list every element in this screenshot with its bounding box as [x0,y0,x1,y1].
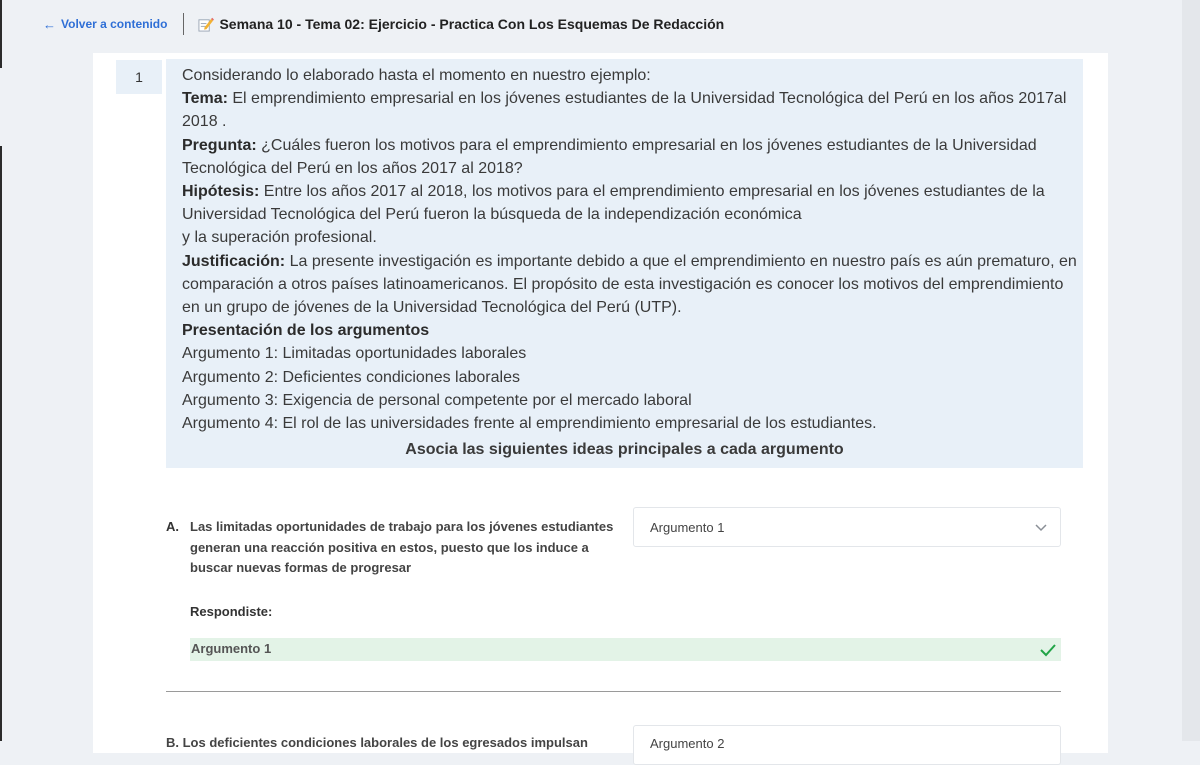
statement-tema: Tema: El emprendimiento empresarial en los jóvenes estudiantes de la Universidad Tecnológica del Perú en los años 2017al 2018 . [182,90,1067,131]
statement-justificacion: Justificación: La presente investigación es importante debido a que el emprendimiento en nuestro país es aún prematuro, en comparación a otros países latinoamericanos. El propósito de esta investigación es conocer los motivos del emprendimiento en un grupo de jóvenes de la Universidad Tecnológica del Perú (UTP). [182,252,1077,317]
argumento-item: Argumento 3: Exigencia de personal competente por el mercado laboral [182,391,692,409]
argument-select[interactable] [633,507,1061,547]
select-value: Argumento 2 [650,736,725,751]
divider-line [166,691,1061,692]
arrow-left-icon: ← [43,16,56,32]
argumento-item: Argumento 4: El rol de las universidades frente al emprendimiento empresarial de los estudiantes. [182,415,877,433]
question-number: 1 [116,60,162,94]
top-bar [0,0,1200,48]
answer-text: Argumento 1 [191,641,272,656]
question-statement [166,59,1083,468]
title-wrap [198,16,724,32]
divider [183,13,184,35]
page-title: Semana 10 - Tema 02: Ejercicio - Practica Con Los Esquemas De Redacción [219,16,725,32]
answered-label: Respondiste: [190,604,273,619]
back-link-label: Volver a contenido [61,17,168,31]
chevron-down-icon [1034,520,1048,534]
argument-select[interactable] [633,725,1061,765]
item-text: B. Los deficientes condiciones laborales de los egresados impulsan [166,735,588,750]
statement-hipotesis-cont: y la superación profesional. [182,229,377,247]
statement-pregunta: Pregunta: ¿Cuáles fueron los motivos para el emprendimiento empresarial en los jóvenes estudiantes de la Universidad Tecnológica del Perú en los años 2017 al 2018? [182,136,1037,177]
check-icon [1038,640,1058,660]
argumentos-heading: Presentación de los argumentos [182,322,430,340]
statement-hipotesis: Hipótesis: Entre los años 2017 al 2018, los motivos para el emprendimiento empresarial en los jóvenes estudiantes de la Universidad Tecnológica del Perú fueron la búsqueda de la independización económica [182,183,1045,224]
argumento-item: Argumento 2: Deficientes condiciones laborales [182,368,520,386]
item-text: Las limitadas oportunidades de trabajo para los jóvenes estudiantes generan una reacción positiva en estos, puesto que los induce a buscar nuevas formas de progresar [190,519,614,575]
question-card [93,53,1108,753]
statement-intro: Considerando lo elaborado hasta el momento en nuestro ejemplo: [182,67,651,84]
scrollbar-track[interactable] [1182,0,1200,741]
answer-feedback [190,638,1061,661]
select-value: Argumento 1 [650,520,725,535]
memo-pencil-icon [198,17,213,32]
item-letter: A. [166,519,179,534]
window-edge [0,146,2,741]
instruction: Asocia las siguientes ideas principales a cada argumento [405,441,844,459]
back-to-content-link[interactable] [43,17,167,32]
argumento-item: Argumento 1: Limitadas oportunidades laborales [182,345,527,363]
